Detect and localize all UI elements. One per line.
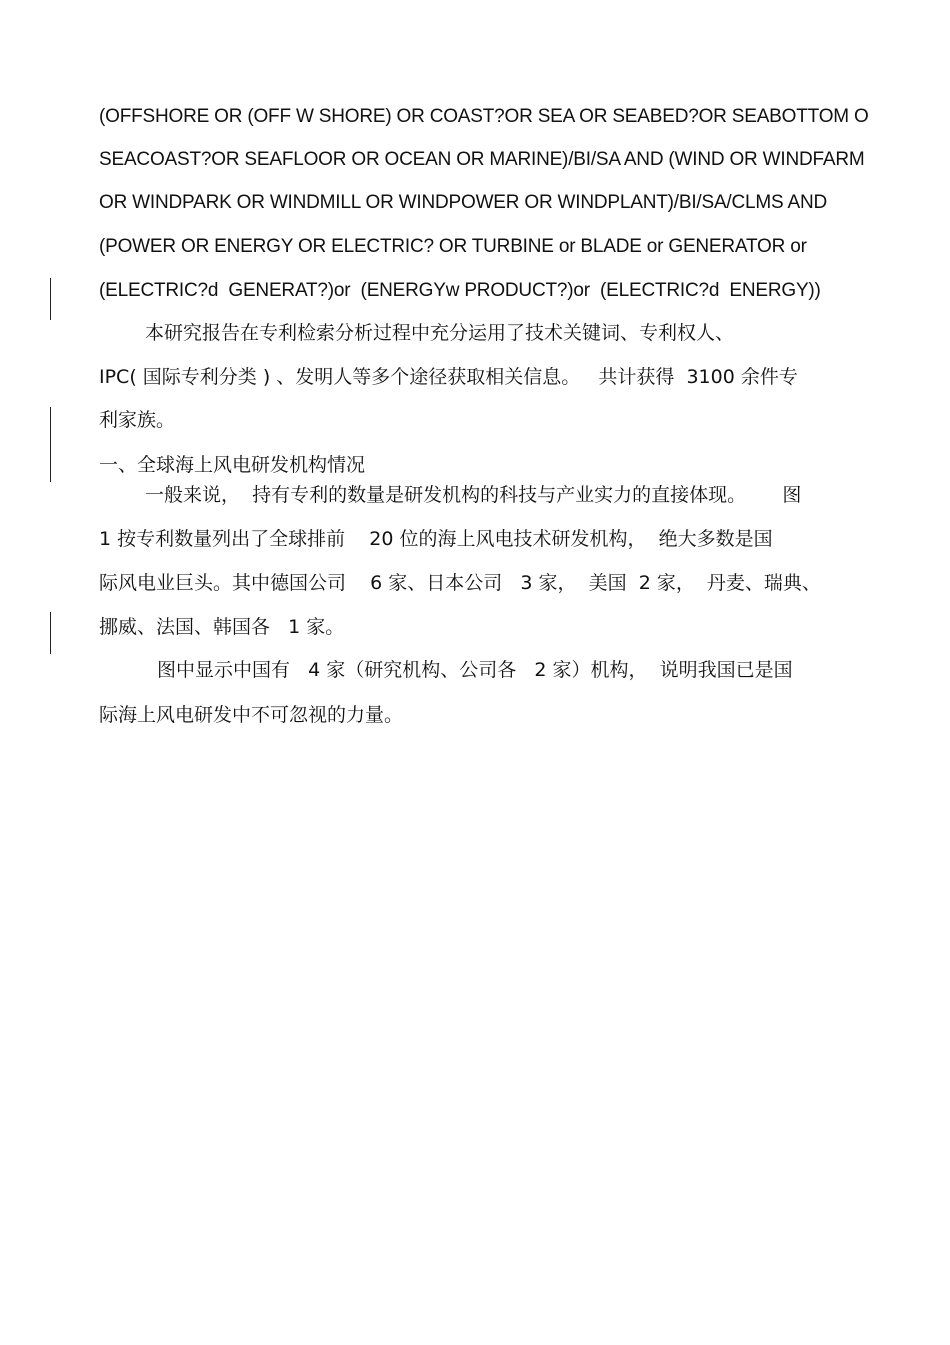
paragraph-line: 图中显示中国有 4 家（研究机构、公司各 2 家）机构， 说明我国已是国 bbox=[157, 659, 793, 681]
paragraph-line: 际海上风电研发中不可忽视的力量。 bbox=[99, 704, 404, 726]
margin-change-bar bbox=[50, 278, 51, 320]
margin-change-bar bbox=[50, 407, 51, 482]
paragraph-line: 际风电业巨头。其中德国公司 6 家、日本公司 3 家， 美国 2 家， 丹麦、瑞典、 bbox=[99, 572, 821, 594]
section-heading: 一、全球海上风电研发机构情况 bbox=[99, 454, 366, 476]
paragraph-line: 本研究报告在专利检索分析过程中充分运用了技术关键词、专利权人、 bbox=[145, 322, 735, 344]
query-line: (POWER OR ENERGY OR ELECTRIC? OR TURBINE or BLADE or GENERATOR or bbox=[99, 236, 807, 257]
query-line: SEACOAST?OR SEAFLOOR OR OCEAN OR MARINE)/BI/SA AND (WIND OR WINDFARM bbox=[99, 149, 865, 170]
paragraph-line: 利家族。 bbox=[99, 409, 176, 431]
margin-change-bar bbox=[50, 612, 51, 654]
query-line: OR WINDPARK OR WINDMILL OR WINDPOWER OR WINDPLANT)/BI/SA/CLMS AND bbox=[99, 192, 828, 213]
query-line: (OFFSHORE OR (OFF W SHORE) OR COAST?OR SEA OR SEABED?OR SEABOTTOM O bbox=[99, 106, 869, 127]
paragraph-line: IPC( 国际专利分类 ) 、发明人等多个途径获取相关信息。 共计获得 3100 余件专 bbox=[99, 366, 798, 388]
paragraph-line: 一般来说， 持有专利的数量是研发机构的科技与产业实力的直接体现。 图 bbox=[145, 484, 802, 506]
paragraph-line: 挪威、法国、韩国各 1 家。 bbox=[99, 616, 345, 638]
query-line: (ELECTRIC?d GENERAT?)or (ENERGYw PRODUCT?)or (ELECTRIC?d ENERGY)) bbox=[99, 280, 821, 301]
paragraph-line: 1 按专利数量列出了全球排前 20 位的海上风电技术研发机构， 绝大多数是国 bbox=[99, 528, 773, 550]
